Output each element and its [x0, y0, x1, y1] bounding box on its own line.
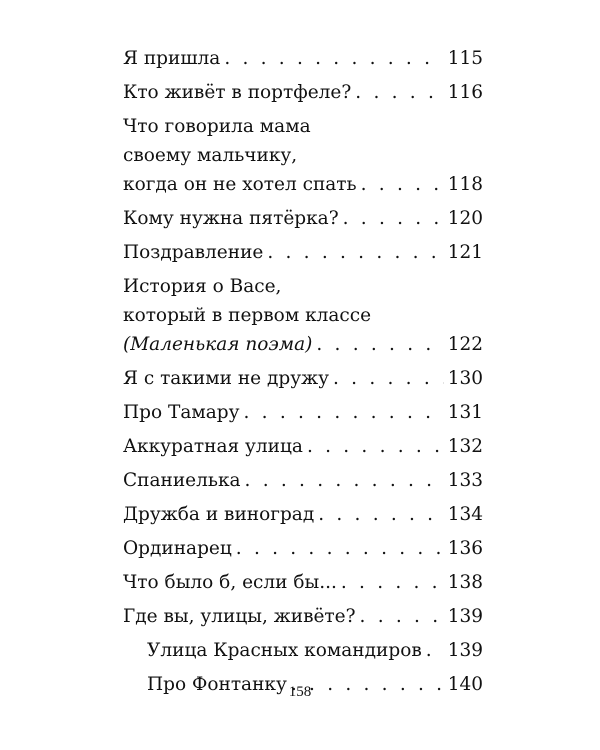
toc-entry-page: 120 [447, 208, 483, 229]
toc-entry-page: 139 [447, 640, 483, 661]
dot-leader [224, 44, 443, 73]
toc-entry-line [123, 44, 483, 73]
toc-entry-title: Улица Красных командиров [147, 640, 422, 661]
toc-entry-line [123, 466, 483, 495]
toc-entry [123, 272, 483, 359]
toc-entry-title: Я пришла [123, 48, 221, 69]
toc-entry-line [123, 170, 483, 199]
toc-entry [123, 112, 483, 199]
toc-entry-line [123, 500, 483, 529]
toc-entry-title: Кому нужна пятёрка? [123, 208, 339, 229]
toc-entry-line [123, 398, 483, 427]
toc-entry-line [123, 238, 483, 267]
toc-entry-page: 138 [447, 572, 483, 593]
toc-entry-title: когда он не хотел спать [123, 174, 357, 195]
dot-leader [236, 534, 444, 563]
toc-entry [123, 364, 483, 393]
toc-entry-page: 139 [447, 606, 483, 627]
toc-entry-line [123, 568, 483, 597]
toc-entry [123, 204, 483, 233]
dot-leader [333, 364, 444, 393]
toc-entry [123, 398, 483, 427]
dot-leader [267, 238, 443, 267]
dot-leader [343, 204, 444, 233]
toc-entry-title: Про Фонтанку [147, 674, 287, 695]
toc-entry [123, 500, 483, 529]
toc-entry-page: 134 [447, 504, 483, 525]
toc-entry-page: 136 [447, 538, 483, 559]
toc-entry-line [123, 602, 483, 631]
toc-entry [123, 568, 483, 597]
dot-leader [361, 170, 444, 199]
toc-entry [123, 78, 483, 107]
toc-entry-title: Дружба и виноград [123, 504, 315, 525]
toc-entry [123, 466, 483, 495]
toc-entry-page: 131 [447, 402, 483, 423]
toc-entry [123, 602, 483, 631]
toc-entry-page: 140 [447, 674, 483, 695]
toc-entry-title: (Маленькая поэма) [123, 334, 313, 355]
toc-entry-title: Где вы, улицы, живёте? [123, 606, 356, 627]
toc-entry-page: 132 [447, 436, 483, 457]
dot-leader [318, 500, 443, 529]
toc-entry-line [123, 432, 483, 461]
toc-entry-line [123, 330, 483, 359]
toc-entry-title: Я с такими не дружу [123, 368, 330, 389]
dot-leader [244, 398, 444, 427]
toc-entry-title: Спаниелька [123, 470, 241, 491]
toc-entry-title-line: Что говорила мама [123, 116, 311, 137]
toc-entry-title: Ординарец [123, 538, 232, 559]
toc-entry-line [123, 534, 483, 563]
toc-entry-title-line: своему мальчику, [123, 145, 298, 166]
toc-entry-line [147, 636, 483, 665]
toc-entry-title: Что было б, если бы... [123, 572, 337, 593]
toc-entry-page: 130 [447, 368, 483, 389]
toc-entry [123, 432, 483, 461]
toc-entry [123, 44, 483, 73]
toc-entry-title: Поздравление [123, 242, 264, 263]
toc-entry-line [123, 78, 483, 107]
dot-leader [355, 78, 443, 107]
dot-leader [245, 466, 444, 495]
toc-entry [123, 636, 483, 665]
toc-entry [123, 534, 483, 563]
page-number: 158 [288, 684, 312, 700]
dot-leader [341, 568, 444, 597]
dot-leader [360, 602, 444, 631]
toc-entry-title: Кто живёт в портфеле? [123, 82, 352, 103]
dot-leader [426, 636, 444, 665]
dot-leader [316, 330, 443, 359]
toc-entry-title-line: который в первом классе [123, 305, 372, 326]
toc-entry-title: Про Тамару [123, 402, 240, 423]
toc-entry-line [123, 364, 483, 393]
toc-entry-page: 133 [447, 470, 483, 491]
toc-entry-page: 122 [447, 334, 483, 355]
toc-entry-page: 118 [447, 174, 483, 195]
toc-entry-page: 116 [447, 82, 483, 103]
dot-leader [307, 432, 444, 461]
toc-entry-page: 121 [447, 242, 483, 263]
toc-entry-page: 115 [447, 48, 483, 69]
toc-entry [123, 238, 483, 267]
table-of-contents [123, 44, 483, 704]
toc-entry-title-line: История о Васе, [123, 276, 282, 297]
toc-entry-line [123, 204, 483, 233]
toc-entry-title: Аккуратная улица [123, 436, 303, 457]
